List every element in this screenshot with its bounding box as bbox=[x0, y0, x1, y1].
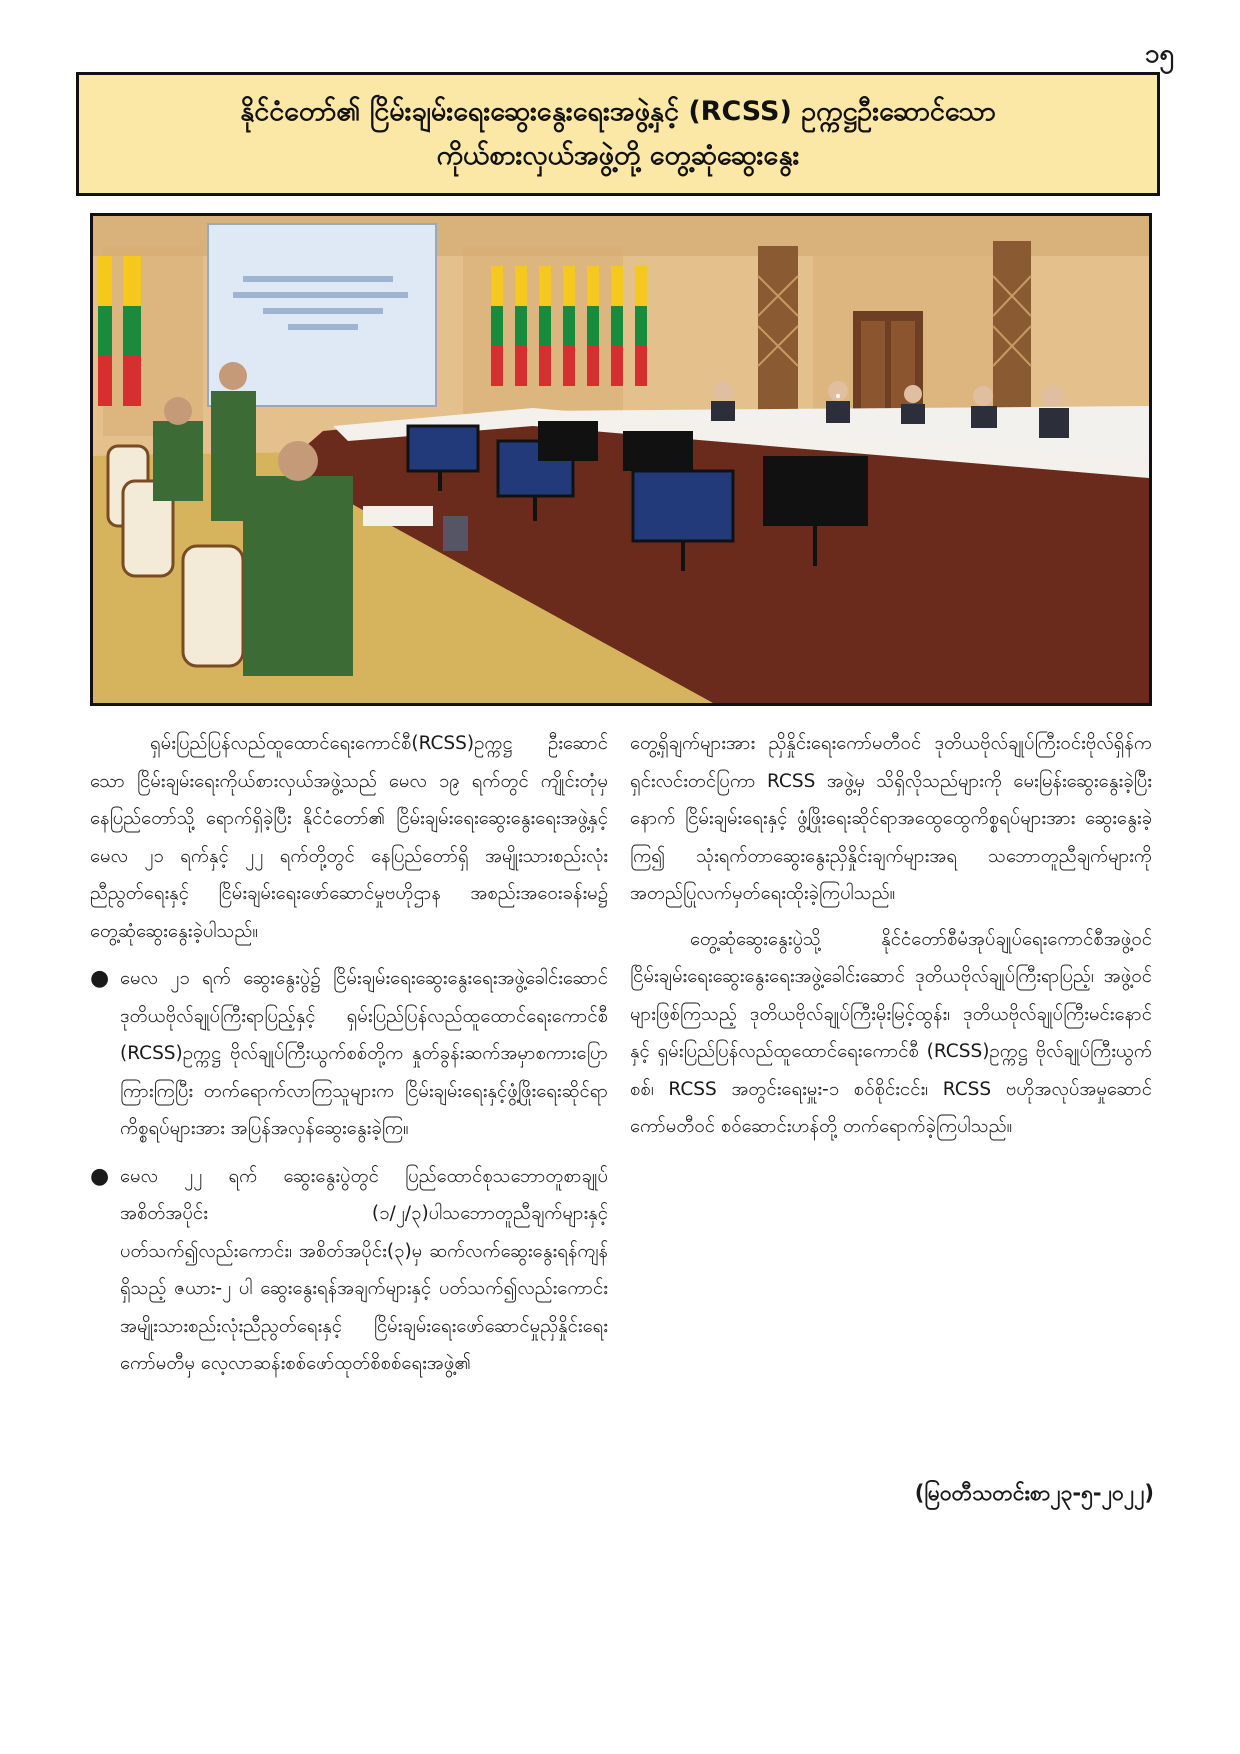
bullet-icon: ● bbox=[90, 1163, 110, 1189]
right-column bbox=[630, 725, 1152, 1154]
source-citation: (မြဝတီသတင်းစာ၂၃-၅-၂၀၂၂) bbox=[914, 1481, 1154, 1505]
bullet-text: မေလ ၂၂ ရက် ဆွေးနွေးပွဲတွင် ပြည်ထောင်စုသဘောတူစာချုပ်အစိတ်အပိုင်း (၁/၂/၃)ပါသဘောတူညီချက်များနှင့် ပတ်သက်၍လည်းကောင်း၊ အစိတ်အပိုင်း(၃)မှ ဆက်လက်ဆွေးနွေးရန်ကျန်ရှိသည့် ဇယား-၂ ပါ ဆွေးနွေးရန်အချက်များနှင့် ပတ်သက်၍လည်းကောင်း အမျိုးသားစည်းလုံးညီညွတ်ရေးနှင့် ငြိမ်းချမ်းရေးဖော်ဆောင်မှုညှိနှိုင်းရေးကော်မတီမှ လေ့လာဆန်းစစ်ဖော်ထုတ်စိစစ်ရေးအဖွဲ့၏ bbox=[120, 1165, 608, 1374]
headline-line-2: ကိုယ်စားလှယ်အဖွဲ့တို့ တွေ့ဆုံဆွေးနွေး bbox=[436, 140, 800, 171]
meeting-photo bbox=[90, 213, 1152, 706]
intro-paragraph: ရှမ်းပြည်ပြန်လည်ထူထောင်ရေးကောင်စီ(RCSS)ဥက္ကဋ္ဌ ဦးဆောင်သော ငြိမ်းချမ်းရေးကိုယ်စားလှယ်အဖွဲ့သည် မေလ ၁၉ ရက်တွင် ကျိုင်းတုံမှ နေပြည်တော်သို့ ရောက်ရှိခဲ့ပြီး နိုင်ငံတော်၏ ငြိမ်းချမ်းရေးဆွေးနွေးရေးအဖွဲ့နှင့် မေလ ၂၁ ရက်နှင့် ၂၂ ရက်တို့တွင် နေပြည်တော်ရှိ အမျိုးသားစည်းလုံးညီညွတ်ရေးနှင့် ငြိမ်းချမ်းရေးဖော်ဆောင်မှုဗဟိုဌာန အစည်းအဝေးခန်းမ၌ တွေ့ဆုံဆွေးနွေးခဲ့ပါသည်။ bbox=[90, 733, 608, 942]
left-column bbox=[90, 725, 608, 1391]
bullet-text: မေလ ၂၁ ရက် ဆွေးနွေးပွဲ၌ ငြိမ်းချမ်းရေးဆွေးနွေးရေးအဖွဲ့ခေါင်းဆောင် ဒုတိယဗိုလ်ချုပ်ကြီးရာပြည့်နှင့် ရှမ်းပြည်ပြန်လည်ထူထောင်ရေးကောင်စီ (RCSS)ဥက္ကဋ္ဌ ဗိုလ်ချုပ်ကြီးယွက်စစ်တို့က နှုတ်ခွန်းဆက်အမှာစကားပြောကြားကြပြီး တက်ရောက်လာကြသူများက ငြိမ်းချမ်းရေးနှင့်ဖွံ့ဖြိုးရေးဆိုင်ရာကိစ္စရပ်များအား အပြန်အလှန်ဆွေးနွေးခဲ့ကြ။ bbox=[120, 968, 608, 1139]
headline-line-1: နိုင်ငံတော်၏ ငြိမ်းချမ်းရေးဆွေးနွေးရေးအဖွဲ့နှင့် (RCSS) ဥက္ကဋ္ဌဦးဆောင်သော bbox=[240, 96, 996, 127]
attendees-paragraph: တွေ့ဆုံဆွေးနွေးပွဲသို့ နိုင်ငံတော်စီမံအုပ်ချုပ်ရေးကောင်စီအဖွဲ့ဝင် ငြိမ်းချမ်းရေးဆွေးနွေးရေးအဖွဲ့ခေါင်းဆောင် ဒုတိယဗိုလ်ချုပ်ကြီးရာပြည့်၊ အဖွဲ့ဝင်များဖြစ်ကြသည့် ဒုတိယဗိုလ်ချုပ်ကြီးမိုးမြင့်ထွန်း၊ ဒုတိယဗိုလ်ချုပ်ကြီးမင်းနောင်နှင့် ရှမ်းပြည်ပြန်လည်ထူထောင်ရေးကောင်စီ (RCSS)ဥက္ကဋ္ဌ ဗိုလ်ချုပ်ကြီးယွက်စစ်၊ RCSS အတွင်းရေးမှူး-၁ စဝ်စိုင်းငင်း၊ RCSS ဗဟိုအလုပ်အမှုဆောင်ကော်မတီဝင် စဝ်ဆောင်းဟန်တို့ တက်ရောက်ခဲ့ကြပါသည်။ bbox=[630, 928, 1152, 1137]
continued-paragraph: တွေ့ရှိချက်များအား ညှိနှိုင်းရေးကော်မတီဝင် ဒုတိယဗိုလ်ချုပ်ကြီးဝင်းဗိုလ်ရှိန်က ရှင်းလင်းတင်ပြကာ RCSS အဖွဲ့မှ သိရှိလိုသည်များကို မေးမြန်းဆွေးနွေးခဲ့ပြီးနောက် ငြိမ်းချမ်းရေးနှင့် ဖွံ့ဖြိုးရေးဆိုင်ရာအထွေထွေကိစ္စရပ်များအား ဆွေးနွေးခဲ့ကြ၍ သုံးရက်တာဆွေးနွေးညှိနှိုင်းချက်များအရ သဘောတူညီချက်များကို အတည်ပြုလက်မှတ်ရေးထိုးခဲ့ကြပါသည်။ bbox=[630, 733, 1152, 904]
bullet-item-day2 bbox=[90, 1158, 608, 1383]
bullet-item-day1 bbox=[90, 960, 608, 1148]
bullet-icon: ● bbox=[90, 966, 110, 991]
headline-box bbox=[76, 72, 1160, 196]
page-number: ၁၅ bbox=[1144, 39, 1174, 69]
